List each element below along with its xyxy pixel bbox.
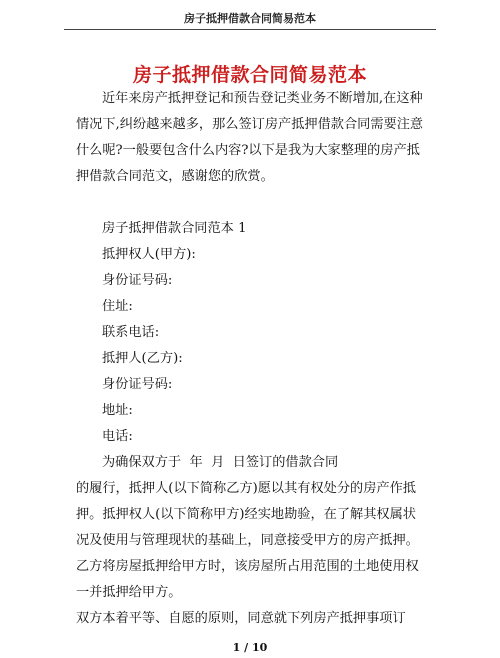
field-mortgagee-phone: 联系电话: xyxy=(102,325,160,340)
header-divider xyxy=(64,29,436,30)
field-mortgagee-id: 身份证号码: xyxy=(102,273,173,288)
field-mortgagee: 抵押权人(甲方): xyxy=(102,247,196,262)
clause-body: 的履行，抵押人(以下简称乙方)愿以其有权处分的房产作抵押。抵押权人(以下简称甲方)经实地勘验，在了解其权属状况及使用与管理现状的基础上，同意接受甲方的房产抵押。乙方将房屋抵押给甲方时，该房屋所占用范围的土地使用权一并抵押给甲方。 xyxy=(76,481,419,600)
clause-lead: 为确保双方于 年 月 日签订的借款合同 xyxy=(102,455,339,470)
running-header: 房子抵押借款合同简易范本 xyxy=(184,12,316,25)
section-title: 房子抵押借款合同范本 1 xyxy=(102,221,247,236)
field-mortgagor-address: 地址: xyxy=(102,403,133,418)
clause-next: 双方本着平等、自愿的原则，同意就下列房产抵押事项订 xyxy=(76,611,406,626)
intro-paragraph: 近年来房产抵押登记和预告登记类业务不断增加,在这种情况下,纠纷越来越多，那么签订房产抵押借款合同需要注意什么呢?一般要包含什么内容?以下是我为大家整理的房产抵押借款合同范文，感谢您的欣赏。 xyxy=(76,91,424,184)
field-mortgagor-id: 身份证号码: xyxy=(102,377,173,392)
field-mortgagor: 抵押人(乙方): xyxy=(102,351,183,366)
field-mortgagor-phone: 电话: xyxy=(102,429,133,444)
document-title: 房子抵押借款合同简易范本 xyxy=(132,64,367,86)
paragraph-gap xyxy=(76,190,428,216)
page-indicator: 1 / 10 xyxy=(232,641,268,654)
field-mortgagee-address: 住址: xyxy=(102,299,133,314)
document-body xyxy=(76,86,428,632)
